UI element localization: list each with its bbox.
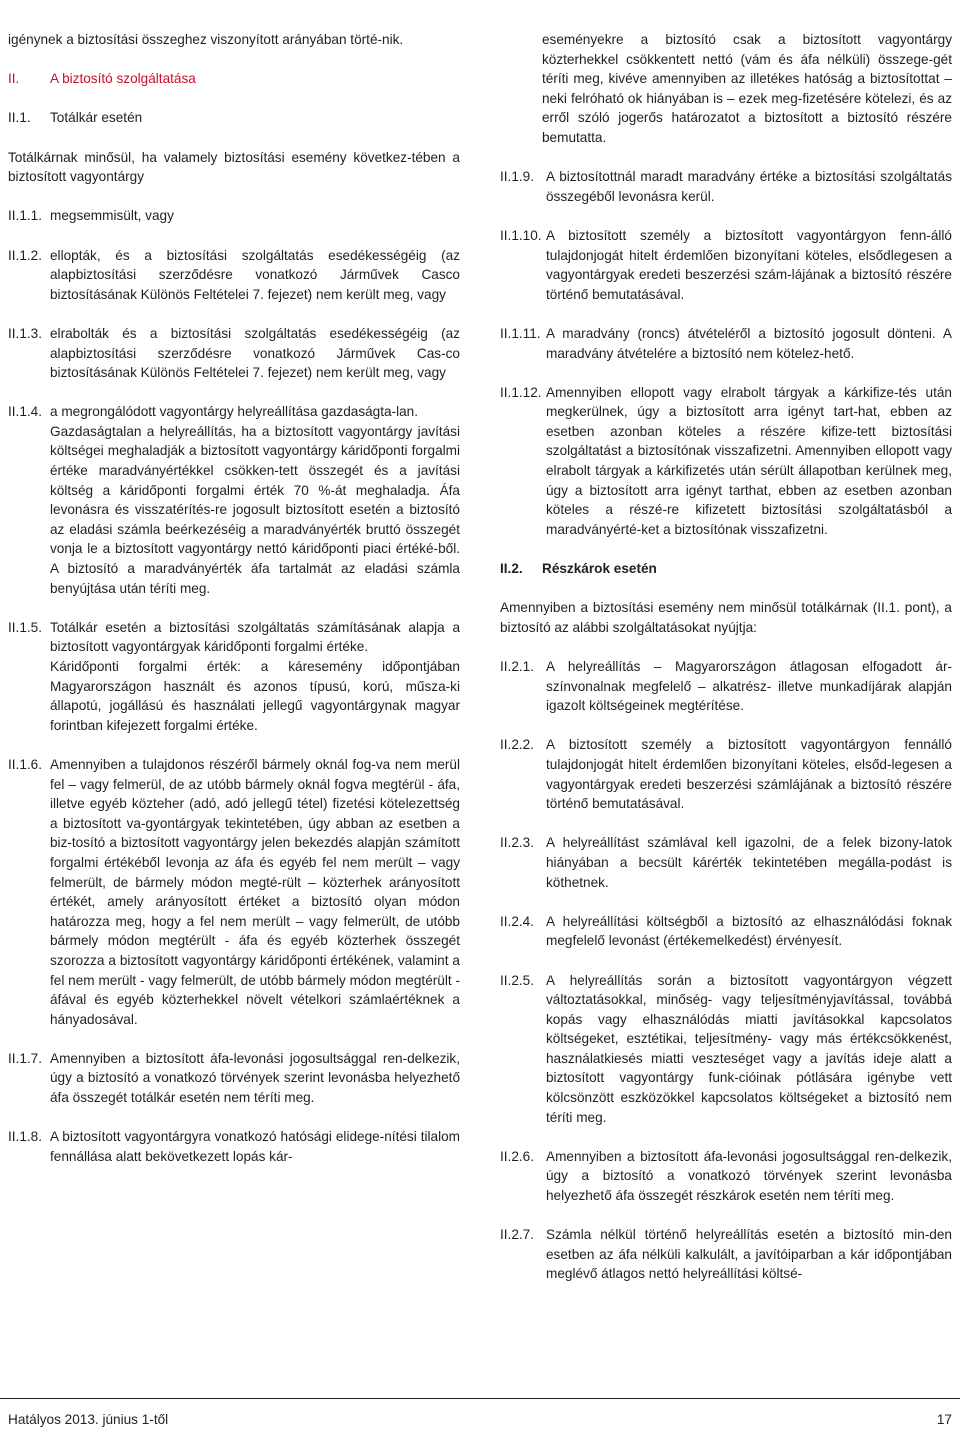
list-item (500, 324, 952, 363)
item-paragraph: Totálkár esetén a biztosítási szolgáltatás számításának alapja a biztosított vagyontárgyak káridőponti forgalmi értéke. (50, 619, 460, 655)
numbered-list (500, 657, 952, 1284)
item-number: II.1.11. (500, 325, 541, 341)
item-number: II.1.8. (8, 1129, 43, 1145)
list-item (8, 402, 460, 598)
lead-paragraph: Amennyiben a biztosítási esemény nem minősül totálkárnak (II.1. pont), a biztosító az alábbi szolgáltatásokat nyújtja: (500, 600, 952, 635)
intro-paragraph: igénynek a biztosítási összeghez viszonyított arányában törté-nik. (8, 32, 404, 47)
item-number: II.1.5. (8, 619, 43, 635)
list-item (500, 735, 952, 813)
subsection-title: Totálkár esetén (50, 110, 143, 126)
item-body (546, 833, 952, 892)
left-column (8, 30, 460, 1186)
item-body (50, 206, 460, 226)
item-body (50, 755, 460, 1029)
right-column (500, 30, 952, 1304)
item-paragraph: megsemmisült, vagy (50, 208, 174, 224)
list-item (500, 226, 952, 304)
list-item (8, 246, 460, 305)
section-title: A biztosító szolgáltatása (50, 71, 196, 87)
item-paragraph: Számla nélkül történő helyreállítás esetén a biztosító min-den esetben az áfa nélküli kalkulált, a javítóiparban a kár időpontjában meglévő átlagos nettó helyreállítási költsé- (546, 1227, 952, 1282)
footer-effective-date: Hatályos 2013. június 1-től (8, 1412, 169, 1427)
item-number: II.1.3. (8, 325, 43, 341)
section-heading (8, 69, 460, 89)
item-paragraph: Amennyiben ellopott vagy elrabolt tárgyak a kárkifize-tés után megkerülnek, úgy a biztosított arra igényt tart-hat, ebben az esetben azonban köteles a részére kifize-tett biztosítási szolgáltatást a biztosítónak visszafizetni. Amennyiben ellopott vagy elrabolt tárgyak a kárkifizetés után sérült állapotban kerülnek meg, úgy a biztosított arra igényt tarthat, ebben az esetben azonban köteles a részé-re kifizetett biztosítási szolgáltatásból a maradványérté-ket a biztosítónak visszafizetni. (546, 384, 952, 537)
item-paragraph: A biztosított személy a biztosított vagyontárgyon fenn-álló tulajdonjogát hitelt érdemlően bizonyítani köteles, elsődlegesen a vagyontárgyak eredeti beszerzési szám-lájának a biztosító részére történő bemutatásával. (546, 227, 952, 302)
item-body (546, 383, 952, 540)
item-body (546, 324, 952, 363)
item-number: II.1.9. (500, 169, 535, 185)
item-body (50, 618, 460, 736)
numbered-list (8, 206, 460, 1166)
item-paragraph: A helyreállítás során a biztosított vagyontárgyon végzett változtatásokkal, minőség- vagy teljesítményjavítással, továbbá kopás vagy elhasználódás miatti javításokkal kapcsolatos költségeket, esztétikai, teljesítmény- vagy más értékcsökkenést, használatkiesés miatti veszteséget vagy a javítás ideje alatt a biztosított vagyontárgy funk-cióinak pótlására igénybe vett kölcsönzött eszközökkel kapcsolatos költségeket a biztosító nem téríti meg. (546, 972, 952, 1125)
item-paragraph: elrabolták és a biztosítási szolgáltatás esedékességéig (az alapbiztosítási szerződésre vonatkozó Járművek Cas-co biztosításának Különös Feltételei 7. fejezet) nem került meg, vagy (50, 325, 460, 381)
item-body (50, 324, 460, 383)
item-number: II.2.1. (500, 659, 535, 674)
list-item (500, 657, 952, 716)
item-number: II.1.2. (8, 247, 43, 263)
item-paragraph: a megrongálódott vagyontárgy helyreállítása gazdaságta-lan. (50, 404, 419, 420)
list-item (8, 1127, 460, 1166)
item-paragraph: Amennyiben a biztosított áfa-levonási jogosultsággal ren-delkezik, úgy a biztosító a vonatkozó törvények szerint levonásba helyezhető áfa összegét totálkár esetén nem téríti meg. (50, 1050, 460, 1106)
item-body (546, 226, 952, 304)
list-item (500, 971, 952, 1128)
list-item (500, 1225, 952, 1284)
item-paragraph: Amennyiben a biztosított áfa-levonási jogosultsággal ren-delkezik, úgy a biztosító a vonatkozó törvények szerint levonásba helyezhető áfa összegét részkárok esetén nem téríti meg. (546, 1148, 952, 1204)
item-number: II.1.7. (8, 1050, 43, 1066)
section-number: II. (8, 71, 20, 87)
subsection-title: Részkárok esetén (542, 561, 657, 577)
list-item (8, 324, 460, 383)
item-body (50, 402, 460, 598)
item-body (546, 657, 952, 716)
item-paragraph: ellopták, és a biztosítási szolgáltatás esedékességéig (az alapbiztosítási szerződésre vonatkozó Járművek Casco biztosításának Különös Feltételei 7. fejezet) nem került meg, vagy (50, 247, 460, 302)
continuation-paragraph (500, 30, 952, 148)
item-paragraph: Gazdaságtalan a helyreállítás, ha a biztosított vagyontárgy javítási költségei meghaladják a biztosított vagyontárgy káridőponti forgalmi értéke maradványértékkel csökken-tett összegét és a javítási költség a káridőponti forgalmi érték 70 %-át meghaladja. Áfa levonásra és visszatérítés-re jogosult biztosított esetén a biztosító az eladási számla beérkezéséig a maradványérték bruttó összegét vonja le a biztosított vagyontárgy nettó káridőponti piaci értéké-ből. A biztosító a maradványérték áfa tartalmát az eladási számla benyújtása után téríti meg. (50, 423, 460, 596)
item-body (546, 912, 952, 951)
item-body (546, 167, 952, 206)
item-paragraph: A helyreállítási költségből a biztosító az elhasználódási foknak megfelelő levonást (értékemelkedést) érvényesít. (546, 913, 952, 949)
item-body (50, 1049, 460, 1108)
item-number: II.1.10. (500, 227, 542, 243)
subsection-heading (500, 559, 952, 579)
item-paragraph: A helyreállítás – Magyarországon átlagosan elfogadott ár-színvonalnak megfelelő – alkatrész- illetve munkadíjárak alapján igazolt költségeinek megtérítése. (546, 659, 952, 714)
item-number: II.2.7. (500, 1227, 535, 1243)
item-paragraph: Káridőponti forgalmi érték: a káresemény időpontjában Magyarországon használt és azonos típusú, korú, műsza-ki állapotú, jogállású és használati jellegű vagyontárgynak magyar forintban kifejezett forgalmi értéke. (50, 659, 460, 733)
item-number: II.2.3. (500, 835, 535, 851)
item-paragraph: Amennyiben a tulajdonos részéről bármely oknál fog-va nem merül fel – vagy felmerül, de az utóbb bármely oknál fogva megtérül - áfa, illetve egyéb közteher (adó, adó jellegű tétel) fizetési kötelezettség a biztosított va-gyontárgyak tekintetében, úgy abban az esetben a biz-tosító a biztosított vagyontárgy jelen bekezdés alapján számított forgalmi értékéből levonja az áfa és egyéb fel nem merült – vagy felmerült, de bármely módon megté-rült – közterhek arányosított értékét, amely arányosított értéket a biztosító olyan módon határozza meg, hogy a fel nem merült – vagy felmerült, de utóbb bármely módon megtérült - áfa és egyéb közterhek összegét szorozza a biztosított vagyontárgy káridőponti értékének, valamint a fel nem merült - vagy felmerült, de utóbb bármely módon megtérült - áfával és egyéb közterhekkel növelt vételkori számlaértéknek a hányadosával. (50, 756, 460, 1027)
item-number: II.2.5. (500, 972, 535, 988)
item-paragraph: A biztosított vagyontárgyra vonatkozó hatósági elidege-nítési tilalom fennállása alatt bekövetkezett lopás kár- (50, 1129, 460, 1164)
item-number: II.1.6. (8, 756, 43, 772)
list-item (8, 618, 460, 736)
item-body (546, 1147, 952, 1206)
item-paragraph: A biztosítottnál maradt maradvány értéke a biztosítási szolgáltatás összegéből levonásra kerül. (546, 169, 952, 204)
list-item (500, 912, 952, 951)
item-number: II.1.4. (8, 404, 43, 420)
item-paragraph: A biztosított személy a biztosított vagyontárgyon fennálló tulajdonjogát hitelt érdemlően bizonyítani köteles, elsőd-legesen a vagyontárgyak eredeti beszerzési számlájának a biztosító részére történő bemutatásával. (546, 737, 952, 812)
numbered-list (500, 167, 952, 539)
footer-divider (0, 1398, 960, 1399)
subsection-heading (8, 108, 460, 128)
list-item (8, 206, 460, 226)
subsection-number: II.1. (8, 110, 31, 126)
item-body (546, 971, 952, 1128)
subsection-number: II.2. (500, 561, 523, 577)
list-item (8, 755, 460, 1029)
page-number: 17 (936, 1412, 952, 1427)
item-number: II.2.2. (500, 737, 535, 753)
list-item (8, 1049, 460, 1108)
item-body (546, 735, 952, 813)
item-number: II.2.4. (500, 913, 535, 929)
item-number: II.1.12. (500, 384, 542, 400)
list-item (500, 167, 952, 206)
item-body (50, 246, 460, 305)
item-number: II.1.1. (8, 208, 43, 224)
item-body (546, 1225, 952, 1284)
item-paragraph: A helyreállítást számlával kell igazolni, de a felek bizony-latok hiányában a becsült kárérték tekintetében megálla-podást is köthetnek. (546, 835, 952, 890)
lead-paragraph: Totálkárnak minősül, ha valamely biztosítási esemény következ-tében a biztosított vagyontárgy (8, 149, 460, 185)
list-item (500, 1147, 952, 1206)
list-item (500, 383, 952, 540)
item-number: II.2.6. (500, 1148, 535, 1164)
item-paragraph: A maradvány (roncs) átvételéről a biztosító jogosult dönteni. A maradvány átvételére a biztosító nem kötelez-hető. (546, 325, 952, 361)
item-body (50, 1127, 460, 1166)
continuation-text: eseményekre a biztosító csak a biztosított vagyontárgy közterhekkel csökkentett nettó (vám és áfa nélküli) összege-gét téríti meg, kivéve amennyiben az illetékes hatóság a biztosítottat – neki felróható ok hiányában is – ezek meg-fizetésére kötelezi, és az erről szóló jogerős határozatot a biztosított a biztosító részére bemutatta. (542, 32, 952, 145)
list-item (500, 833, 952, 892)
